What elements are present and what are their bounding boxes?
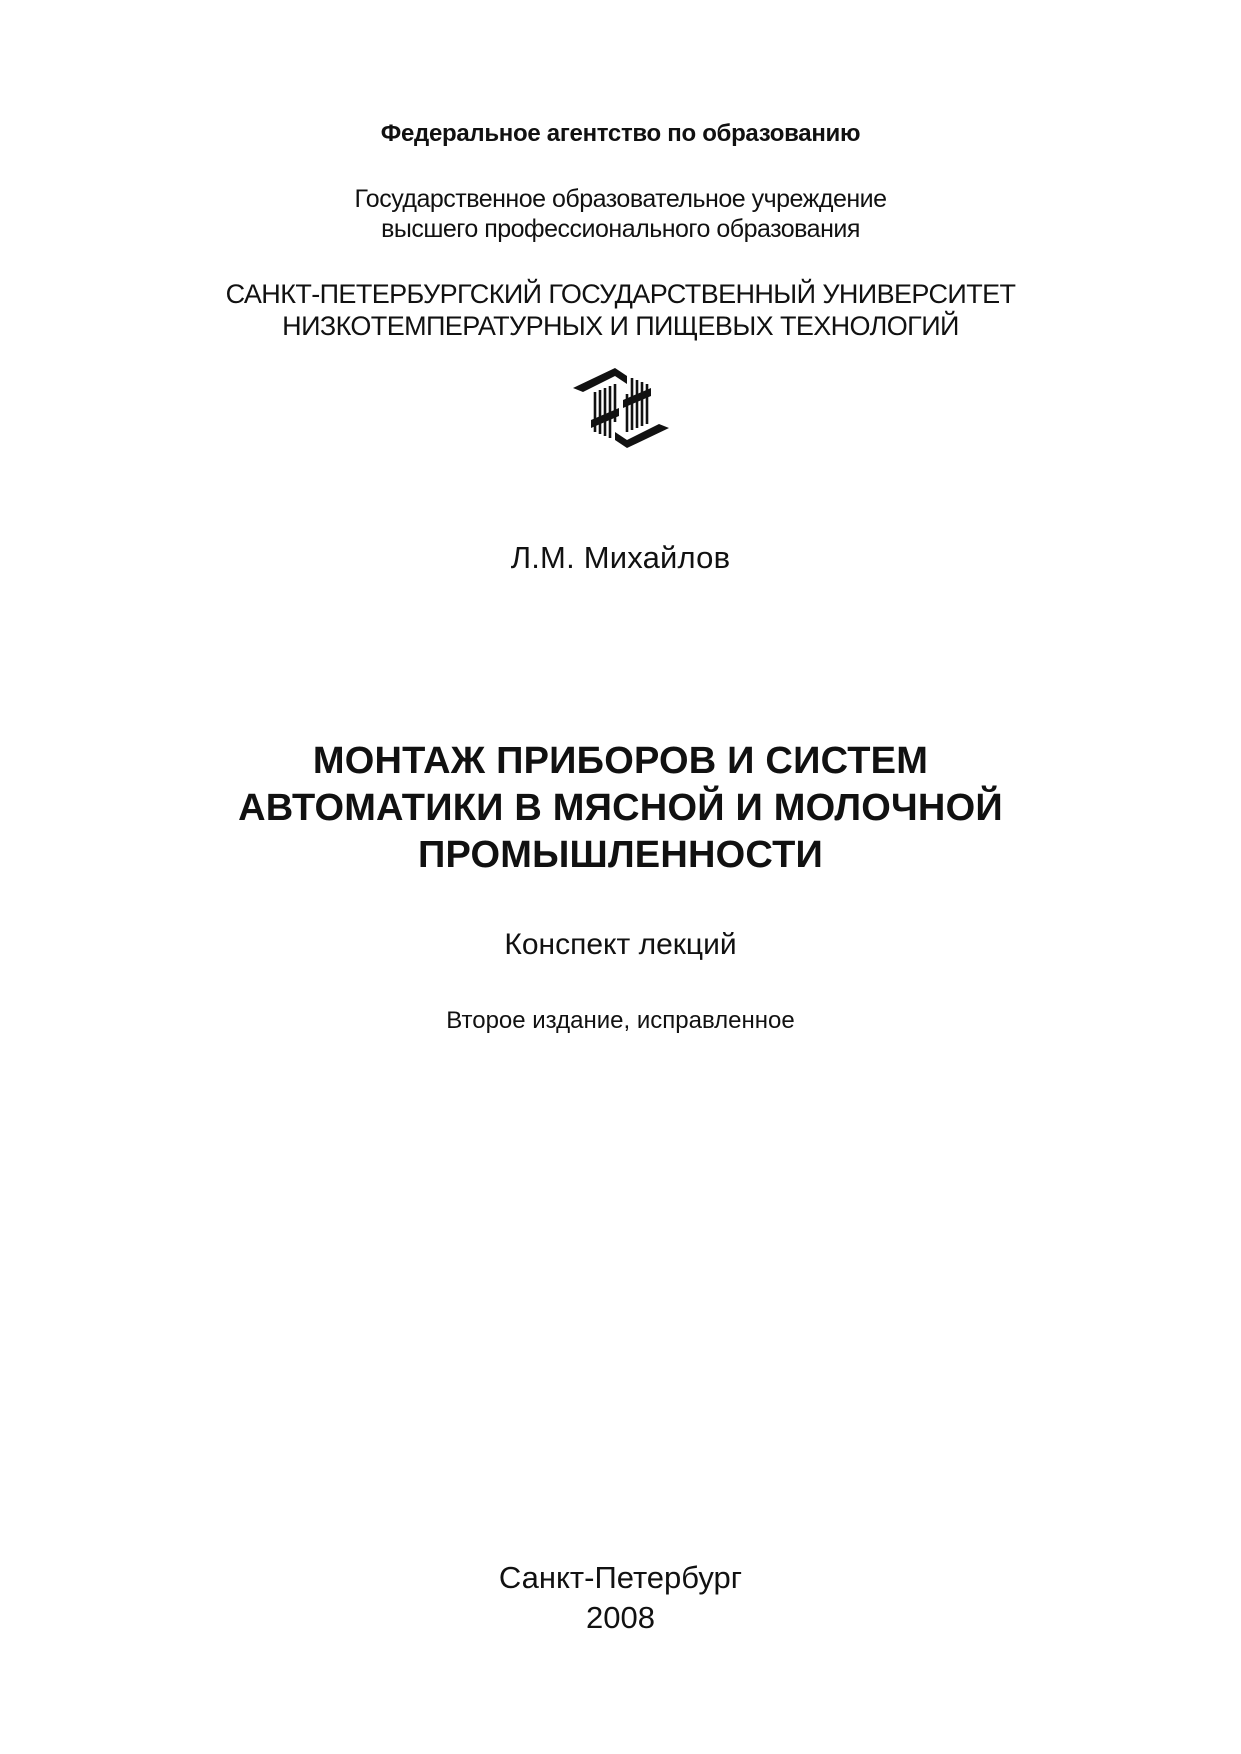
publication-year: 2008 [586, 1600, 655, 1635]
title-line-3: ПРОМЫШЛЕННОСТИ [417, 834, 824, 876]
agency-name: Федеральное агентство по образованию [380, 120, 861, 147]
document-subtitle: Конспект лекций [504, 928, 737, 961]
institution-name [0, 184, 1241, 244]
university-line-2: НИЗКОТЕМПЕРАТУРНЫХ И ПИЩЕВЫХ ТЕХНОЛОГИЙ [282, 311, 959, 341]
university-emblem-icon [571, 362, 671, 454]
institution-line-1: Государственное образовательное учреждение [354, 185, 887, 213]
institution-line-2: высшего профессионального образования [381, 215, 860, 243]
publication-city: Санкт-Петербург [498, 1560, 743, 1595]
title-line-2: АВТОМАТИКИ В МЯСНОЙ И МОЛОЧНОЙ [238, 787, 1003, 829]
edition-note: Второе издание, исправленное [446, 1007, 795, 1034]
author-name: Л.М. Михайлов [510, 540, 731, 575]
document-title [0, 738, 1241, 879]
university-name [0, 278, 1241, 342]
title-line-1: МОНТАЖ ПРИБОРОВ И СИСТЕМ [312, 740, 929, 782]
university-line-1: САНКТ-ПЕТЕРБУРГСКИЙ ГОСУДАРСТВЕННЫЙ УНИВЕРСИТЕТ [225, 279, 1016, 309]
